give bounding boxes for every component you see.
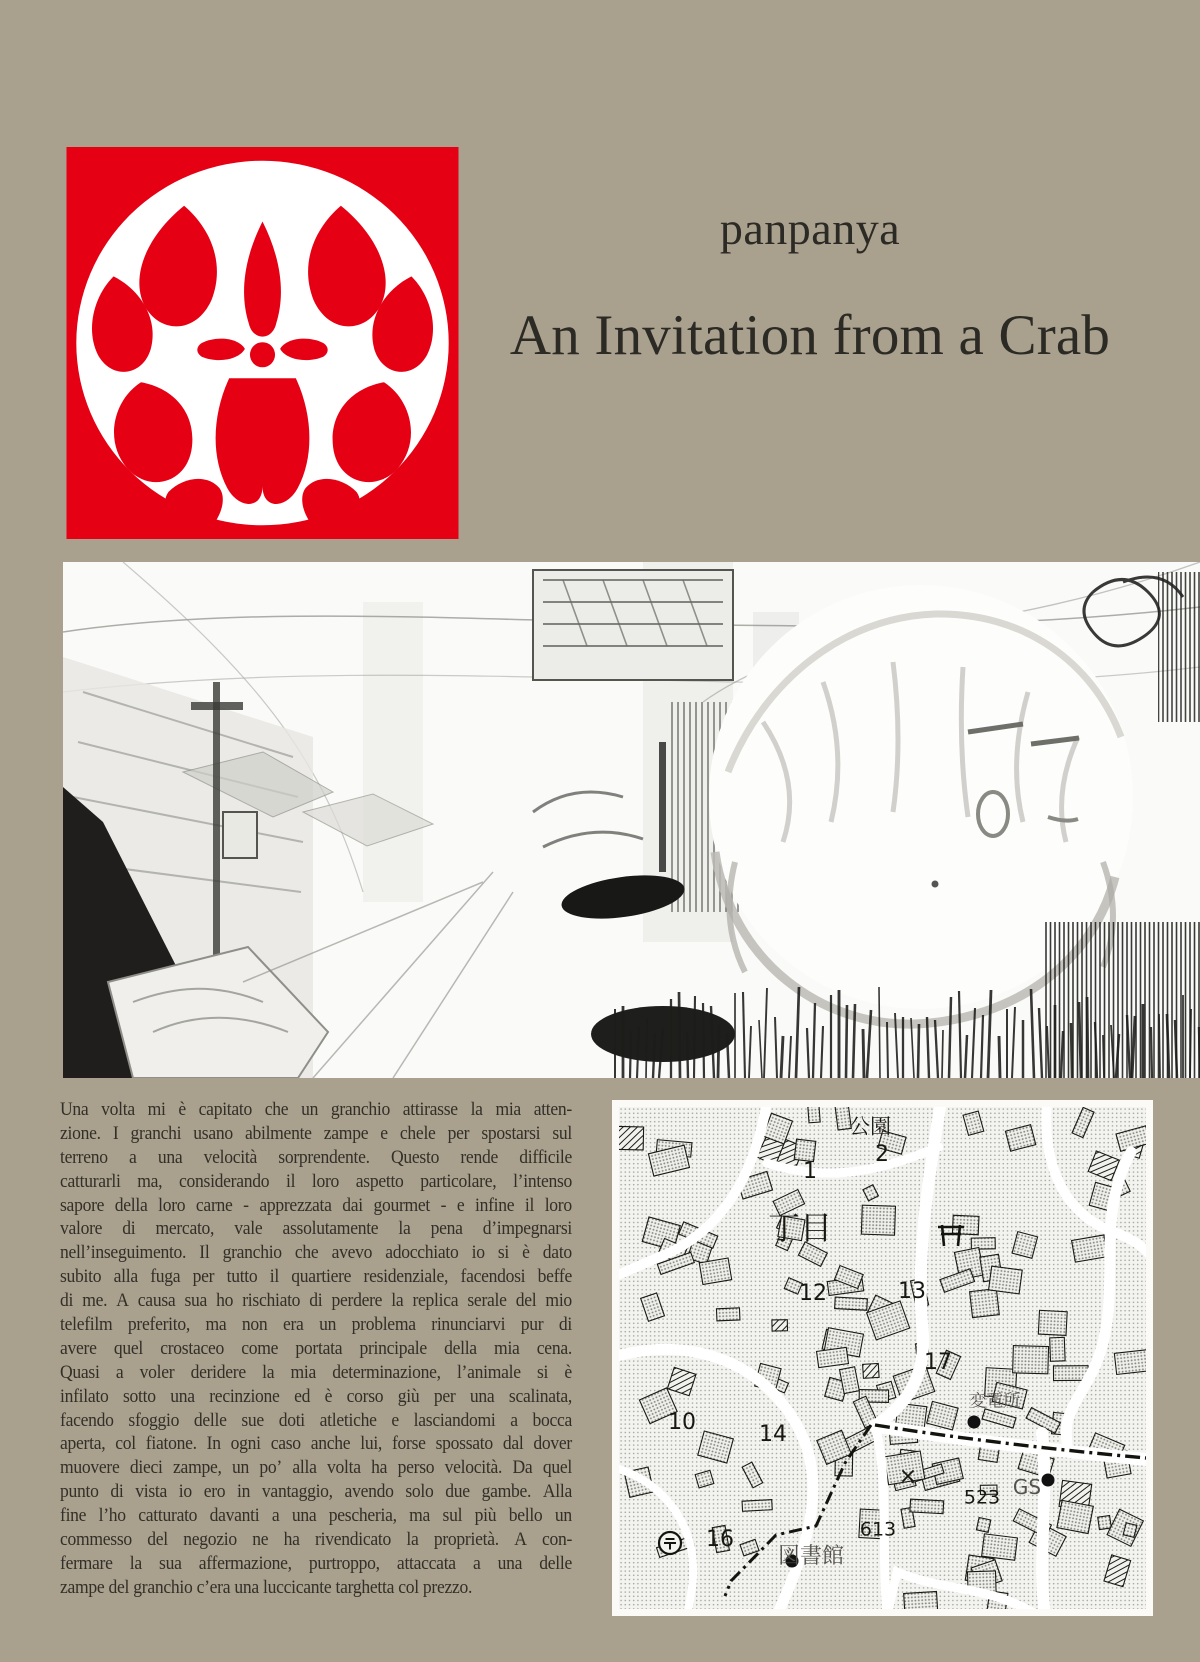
paragraph-line: muovere dieci zampe, un po’ alla volta ha perso velocità. Da quel <box>60 1458 572 1479</box>
paragraph-line: valore di mercato, vale assolutamente la pena d’impegnarsi <box>60 1219 573 1240</box>
paragraph-line: zione. I granchi usano abilmente zampe e chele per spostarsi sul <box>60 1123 573 1144</box>
book-title: An Invitation from a Crab <box>509 304 1111 367</box>
paragraph-line: aperta, col fiatone. In ogni caso anche lui, forse spossato dal dover <box>60 1434 572 1455</box>
paragraph-line: catturarli ma, considerando il loro aspetto particolare, l’intenso <box>60 1171 573 1192</box>
map-label: 613 <box>859 1518 897 1541</box>
author-name: panpanya <box>719 203 901 254</box>
map-label: 丁目 <box>767 1209 833 1247</box>
map-label: 図書館 <box>777 1544 845 1569</box>
map-label: 17 <box>924 1350 952 1375</box>
sketch-art <box>63 562 1200 1078</box>
map-label: 10 <box>668 1410 696 1435</box>
paragraph-line: Quasi a voler deridere la mia determinazione, l’animale si è <box>60 1362 572 1383</box>
paragraph-line: facendo sfoggio delle sue doti atletiche e lasciandomi a bocca <box>60 1410 573 1431</box>
map-content <box>619 1107 1146 1609</box>
title-block <box>440 203 1180 367</box>
neighborhood-map <box>612 1100 1153 1616</box>
map-label: 523 <box>963 1486 1001 1509</box>
paragraph-line: fermare la sua affermazione, purtroppo, attaccata a una delle <box>60 1553 572 1574</box>
paragraph-line: punto di vista io ero in vantaggio, avendo solo due gambe. Alla <box>60 1482 573 1503</box>
map-label: 公園 <box>849 1114 891 1139</box>
map-label: 変電所 <box>969 1391 1021 1412</box>
paragraph-line: zampe del granchio c’era una luccicante targhetta col prezzo. <box>60 1577 473 1598</box>
emblem-icon <box>64 147 461 539</box>
paragraph-line: avere quel crostaceo come portata principale della mia cena. <box>60 1338 572 1359</box>
paragraph-line: infilato sotto una recinzione ed è corso giù per una scalinata, <box>60 1386 572 1407</box>
paragraph-line: subito alla fuga per tutto il quartiere residenziale, facendosi beffe <box>60 1267 572 1288</box>
map-label: 14 <box>759 1422 787 1447</box>
paragraph-line: Una volta mi è capitato che un granchio attirasse la mia atten- <box>60 1100 573 1120</box>
map-label: GS <box>1012 1475 1042 1499</box>
map-label: 2 <box>875 1142 889 1167</box>
street-sketch-illustration <box>63 562 1200 1078</box>
map-labels <box>619 1107 1146 1609</box>
map-label: 1 <box>803 1159 817 1184</box>
paragraph-line: commesso del negozio ne ha rivendicato la proprietà. A con- <box>60 1530 573 1551</box>
paragraph-line: di me. A causa sua ho rischiato di perdere la replica serale del mio <box>60 1291 572 1312</box>
map-label: 13 <box>898 1279 926 1304</box>
paragraph-line: telefilm preferito, ma non era un problema rinunciarvi pur di <box>60 1315 572 1336</box>
publisher-emblem-logo <box>64 147 461 539</box>
map-label: 16 <box>706 1527 734 1552</box>
map-label: × <box>898 1464 918 1489</box>
paragraph-line: sapore della loro carne - apprezzata dai gourmet - e infine il loro <box>60 1195 572 1216</box>
paragraph-line: terreno a una velocità sorprendente. Questo rende difficile <box>60 1147 573 1168</box>
map-label: 12 <box>799 1281 827 1306</box>
story-paragraph <box>60 1099 572 1601</box>
paragraph-line: fine l’ho catturato davanti a una pescheria, ma sul più bello un <box>60 1506 572 1527</box>
paragraph-line: nell’inseguimento. Il granchio che avevo adocchiato io si è dato <box>60 1243 572 1264</box>
